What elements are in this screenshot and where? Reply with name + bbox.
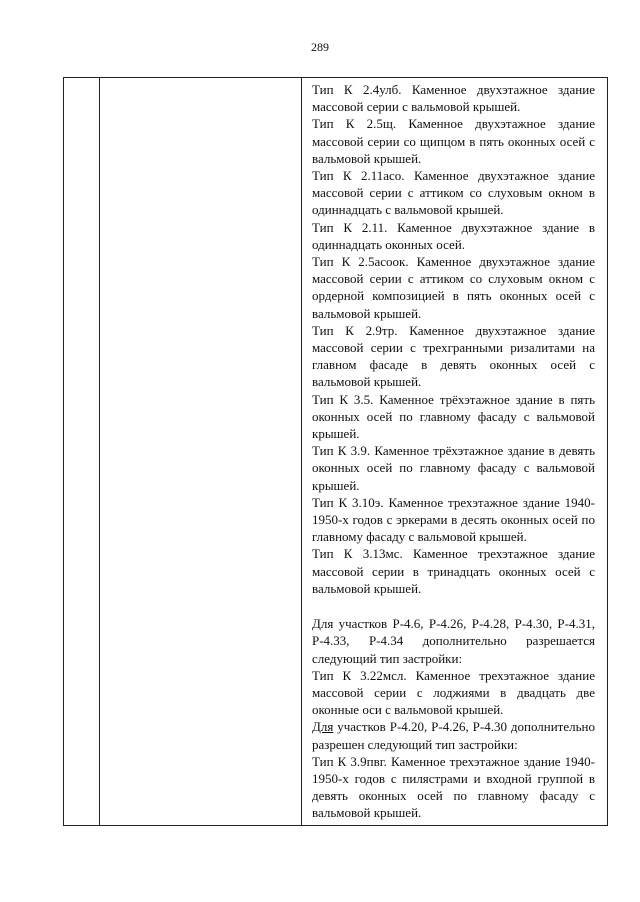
- table-column-description: [312, 81, 595, 822]
- page-number: 289: [311, 40, 329, 54]
- building-type-paragraph: Тип К 3.9пвг. Каменное трехэтажное здание 1940-1950-х годов с пилястрами и входной группой в девять оконных осей по главному фасаду с вальмовой крышей.: [312, 753, 595, 821]
- building-type-paragraph: Тип К 2.11асо. Каменное двухэтажное здание массовой серии с аттиком со слуховым окном в одиннадцать с вальмовой крышей.: [312, 168, 595, 218]
- section-heading: [312, 718, 595, 752]
- building-type-paragraph: Тип К 3.9. Каменное трёхэтажное здание в девять оконных осей по главному фасаду с вальмовой крышей.: [312, 443, 595, 493]
- building-type-paragraph: Тип К 3.10э. Каменное трехэтажное здание 1940-1950-х годов с эркерами в десять оконных осей по главному фасаду с вальмовой крышей.: [312, 494, 595, 545]
- paragraph-gap: [312, 597, 595, 615]
- building-type-paragraph: Тип К 2.5асоок. Каменное двухэтажное здание массовой серии с аттиком со слуховым окном с ордерной композицией в пять оконных осей с вальмовой крышей.: [312, 254, 595, 321]
- building-type-paragraph: Тип К 2.5щ. Каменное двухэтажное здание массовой серии со щипцом в пять оконных осей с вальмовой крышей.: [312, 116, 595, 166]
- table-column-number: [64, 78, 100, 825]
- building-type-paragraph: Тип К 2.4улб. Каменное двухэтажное здание массовой серии с вальмовой крышей.: [312, 82, 595, 115]
- building-type-paragraph: Тип К 2.11. Каменное двухэтажное здание в одиннадцать оконных осей.: [312, 219, 595, 252]
- building-type-paragraph: Тип К 2.9тр. Каменное двухэтажное здание массовой серии с трехгранными ризалитами на главном фасаде в девять оконных осей с вальмовой крышей.: [312, 322, 595, 390]
- building-type-paragraph: Тип К 3.5. Каменное трёхэтажное здание в пять оконных осей по главному фасаду с вальмовой крышей.: [312, 391, 595, 442]
- section-heading-rest: участков Р-4.20, Р-4.26, Р-4.30 дополнительно разрешен следующий тип застройки:: [312, 719, 595, 752]
- section-heading-lead: Для: [312, 719, 334, 735]
- table-column-name: [100, 78, 302, 825]
- building-type-paragraph: Тип К 3.22мсл. Каменное трехэтажное здание массовой серии с лоджиями в двадцать две оконные оси с вальмовой крышей.: [312, 667, 595, 718]
- section-heading: Для участков Р-4.6, Р-4.26, Р-4.28, Р-4.30, Р-4.31, Р-4.33, Р-4.34 дополнительно разрешается следующий тип застройки:: [312, 616, 595, 666]
- building-type-paragraph: Тип К 3.13мс. Каменное трехэтажное здание массовой серии в тринадцать оконных осей с вальмовой крышей.: [312, 546, 595, 596]
- document-table: [63, 77, 608, 826]
